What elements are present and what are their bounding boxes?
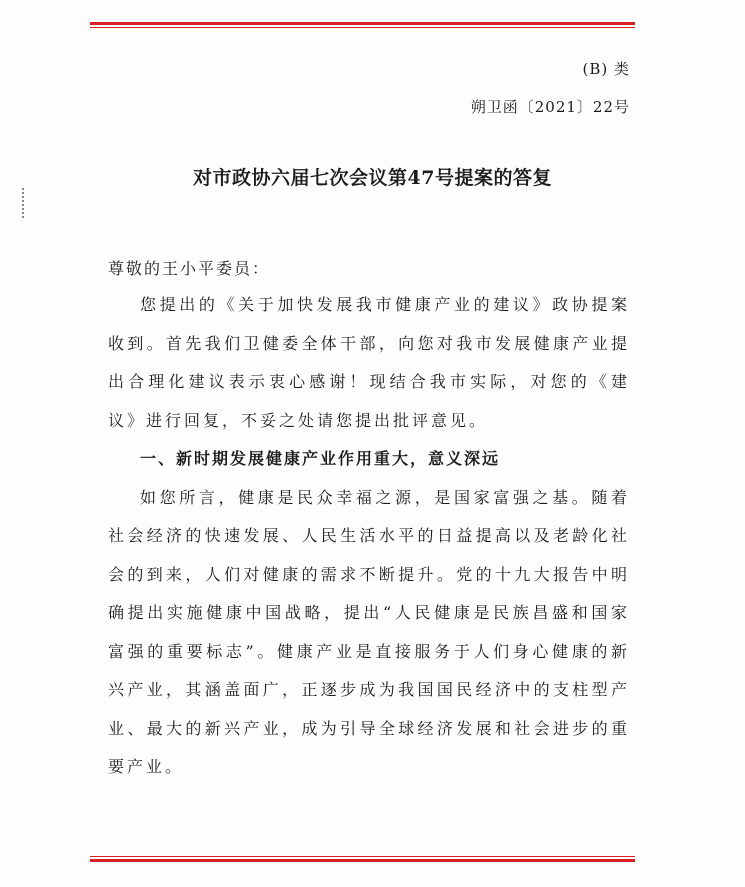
binding-mark bbox=[22, 188, 28, 218]
document-number: 朔卫函〔2021〕22号 bbox=[470, 98, 630, 116]
top-red-rule bbox=[90, 22, 635, 28]
document-title: 对市政协六届七次会议第47号提案的答复 bbox=[193, 167, 552, 189]
section-1-paragraph: 如您所言，健康是民众幸福之源，是国家富强之基。随着社会经济的快速发展、人民生活水平的日益提高以及老龄化社会的到来，人们对健康的需求不断提升。党的十九大报告中明确提出实施健康中国战略，提出“人民健康是民族昌盛和国家富强的重要标志”。健康产业是直接服务于人们身心健康的新兴产业，其涵盖面广，正逐步成为我国国民经济中的支柱型产业、最大的新兴产业，成为引导全球经济发展和社会进步的重要产业。 bbox=[108, 487, 630, 776]
document-body bbox=[108, 286, 630, 787]
document-category: (B) 类 bbox=[582, 60, 630, 78]
bottom-red-rule bbox=[90, 856, 635, 862]
intro-paragraph: 您提出的《关于加快发展我市健康产业的建议》政协提案收到。首先我们卫健委全体干部，向您对我市发展健康产业提出合理化建议表示衷心感谢！现结合我市实际，对您的《建议》进行回复，不妥之处请您提出批评意见。 bbox=[108, 295, 630, 430]
section-1-heading: 一、新时期发展健康产业作用重大，意义深远 bbox=[140, 449, 501, 468]
salutation: 尊敬的王小平委员： bbox=[108, 259, 271, 278]
